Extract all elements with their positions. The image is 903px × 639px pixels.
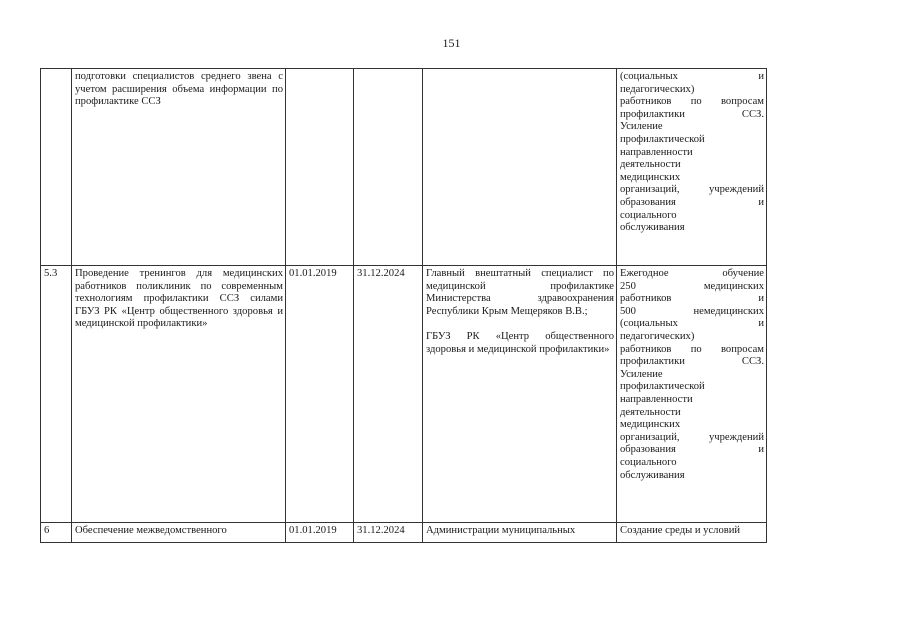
row-number-cell: 6 (41, 523, 72, 543)
start-date-cell: 01.01.2019 (286, 523, 354, 543)
responsible-cell (423, 523, 617, 543)
result-line: 250 медицинских (620, 280, 764, 292)
result-line: профилактической (620, 381, 705, 393)
page-number: 151 (442, 36, 461, 50)
result-line: деятельности (620, 159, 681, 171)
end-date-cell: 31.12.2024 (354, 523, 423, 543)
result-line: Усиление (620, 121, 663, 133)
responsible-text: Администрации муниципальных (426, 525, 576, 536)
end-date-cell (354, 69, 423, 266)
result-line: Создание среды и условий (620, 525, 741, 536)
result-line: (социальных и (620, 318, 764, 330)
result-line: педагогических) (620, 330, 695, 342)
event-cell: Проведение тренингов для медицинских работников поликлиник по современным технологиям профилактики ССЗ силами ГБУЗ РК «Центр общественного здоровья и медицинской профилактики» (72, 266, 286, 523)
row-number-cell: 5.3 (41, 266, 72, 523)
responsible-cell (423, 69, 617, 266)
responsible-cell (423, 266, 617, 523)
event-cell: подготовки специалистов среднего звена с учетом расширения объема информации по профилактике ССЗ (72, 69, 286, 266)
start-date-cell: 01.01.2019 (286, 266, 354, 523)
table-row (41, 266, 767, 523)
result-line: социального (620, 209, 677, 221)
result-line: профилактики ССЗ. (620, 108, 764, 120)
responsible-text: Главный внештатный специалист по медицинской профилактике Министерства здравоохранения Республики Крым Мещеряков В.В.; (426, 268, 614, 317)
result-line: социального (620, 456, 677, 468)
paragraph-gap (426, 318, 614, 331)
result-line: обслуживания (620, 469, 685, 481)
start-date-cell (286, 69, 354, 266)
result-line: 500 немедицинских (620, 305, 764, 317)
result-line: Усиление (620, 368, 663, 380)
row-number-cell (41, 69, 72, 266)
result-line: деятельности (620, 406, 681, 418)
expected-result-cell (617, 523, 767, 543)
result-line: обслуживания (620, 222, 685, 234)
table-row (41, 523, 767, 543)
result-line: направленности (620, 146, 693, 158)
result-line: организаций, учреждений (620, 184, 764, 196)
result-line: профилактики ССЗ. (620, 356, 764, 368)
result-line: медицинских (620, 419, 681, 431)
expected-result-cell (617, 266, 767, 523)
end-date-cell: 31.12.2024 (354, 266, 423, 523)
result-line: образования и (620, 196, 764, 208)
expected-result-cell (617, 69, 767, 266)
result-line: работников по вопросам (620, 96, 764, 108)
result-line: медицинских (620, 171, 681, 183)
result-line: педагогических) (620, 83, 695, 95)
event-cell: Обеспечение межведомственного (72, 523, 286, 543)
result-line: работников по вопросам (620, 343, 764, 355)
table-row (41, 69, 767, 266)
result-line: Ежегодное обучение (620, 268, 764, 279)
result-line: образования и (620, 444, 764, 456)
result-line: (социальных и (620, 71, 764, 82)
result-line: организаций, учреждений (620, 431, 764, 443)
responsible-extra-text: ГБУЗ РК «Центр общественного здоровья и медицинской профилактики» (426, 330, 614, 355)
measures-table (40, 68, 767, 543)
result-line: работников и (620, 293, 764, 305)
result-line: профилактической (620, 133, 705, 145)
result-line: направленности (620, 393, 693, 405)
